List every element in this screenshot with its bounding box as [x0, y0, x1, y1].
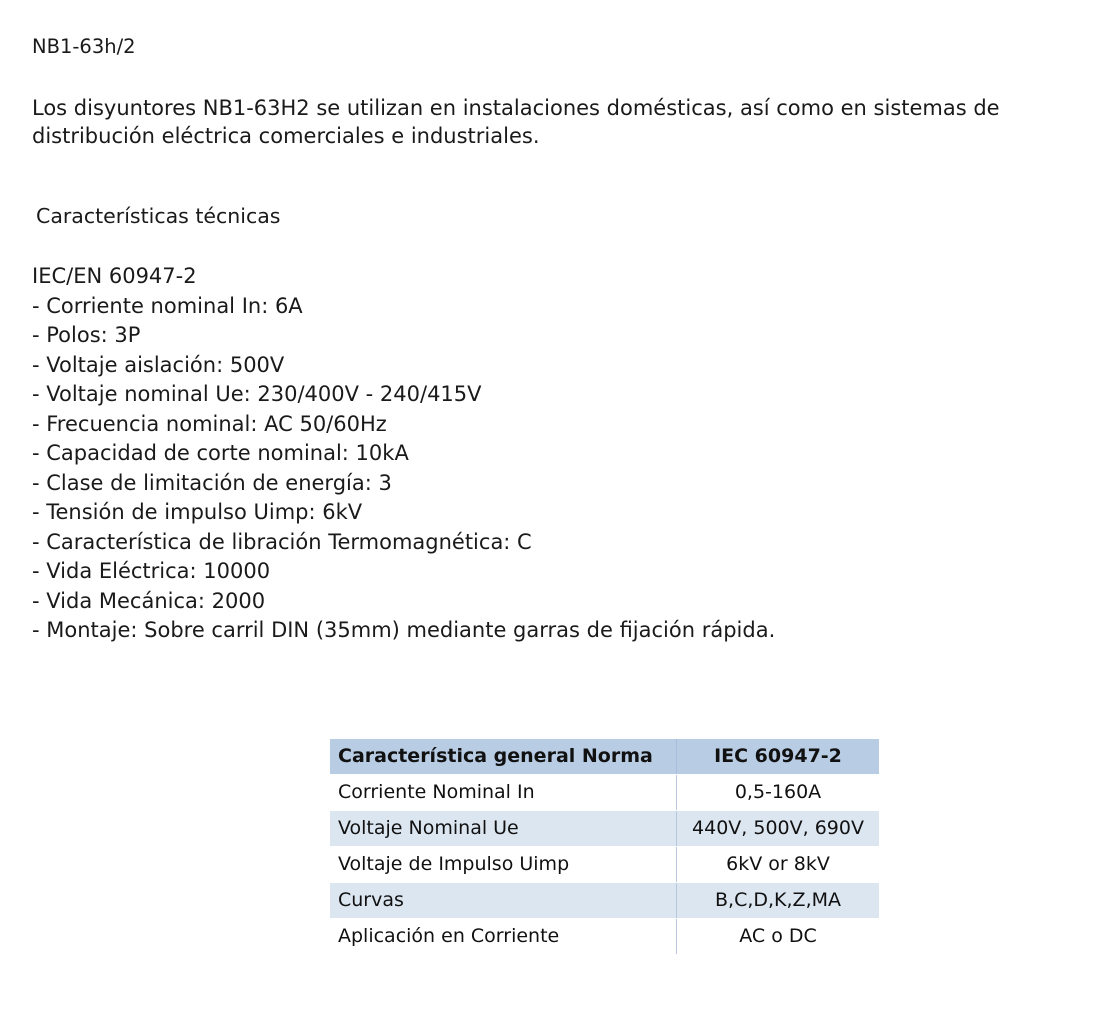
table-cell-value: AC o DC — [677, 918, 880, 954]
table-cell-label: Corriente Nominal In — [330, 774, 677, 810]
standard-reference: IEC/EN 60947-2 — [32, 264, 197, 288]
table-cell-label: Curvas — [330, 882, 677, 918]
table-row — [330, 918, 879, 954]
list-item: - Frecuencia nominal: AC 50/60Hz — [32, 411, 387, 436]
list-item: - Vida Eléctrica: 10000 — [32, 559, 271, 583]
list-item: - Capacidad de corte nominal: 10kA — [32, 441, 409, 465]
table-header-characteristic: Característica general Norma — [330, 739, 677, 775]
table-header-standard: IEC 60947-2 — [677, 739, 880, 775]
general-characteristics-table — [330, 739, 879, 955]
list-item: - Característica de libración Termomagnética: C — [32, 529, 532, 554]
list-item: - Corriente nominal In: 6A — [32, 293, 303, 318]
table-row — [330, 774, 879, 810]
table-row — [330, 846, 879, 882]
table-cell-label: Aplicación en Corriente — [330, 918, 677, 954]
table-cell-value: 440V, 500V, 690V — [677, 810, 880, 846]
table-cell-value: 6kV or 8kV — [677, 846, 880, 882]
table-header-row — [330, 739, 879, 775]
list-item: - Voltaje nominal Ue: 230/400V - 240/415V — [32, 382, 482, 406]
table-cell-label: Voltaje de Impulso Uimp — [330, 846, 677, 882]
table-cell-label: Voltaje Nominal Ue — [330, 810, 677, 846]
specification-list — [32, 292, 1080, 646]
spec-table-container — [30, 739, 1080, 955]
list-item: - Vida Mecánica: 2000 — [32, 588, 266, 613]
table-row — [330, 882, 879, 918]
section-heading-technical-characteristics: Características técnicas — [36, 204, 281, 228]
intro-paragraph: Los disyuntores NB1-63H2 se utilizan en instalaciones domésticas, así como en sistemas de distribución eléctrica comerciales e industriales. — [32, 96, 1000, 148]
table-row — [330, 810, 879, 846]
product-title: NB1-63h/2 — [32, 35, 136, 58]
list-item: - Montaje: Sobre carril DIN (35mm) mediante garras de fijación rápida. — [32, 618, 776, 642]
table-cell-value: 0,5-160A — [677, 774, 880, 810]
list-item: - Voltaje aislación: 500V — [32, 352, 285, 377]
table-cell-value: B,C,D,K,Z,MA — [677, 882, 880, 918]
list-item: - Tensión de impulso Uimp: 6kV — [32, 500, 363, 524]
list-item: - Polos: 3P — [32, 323, 141, 347]
list-item: - Clase de limitación de energía: 3 — [32, 470, 392, 495]
